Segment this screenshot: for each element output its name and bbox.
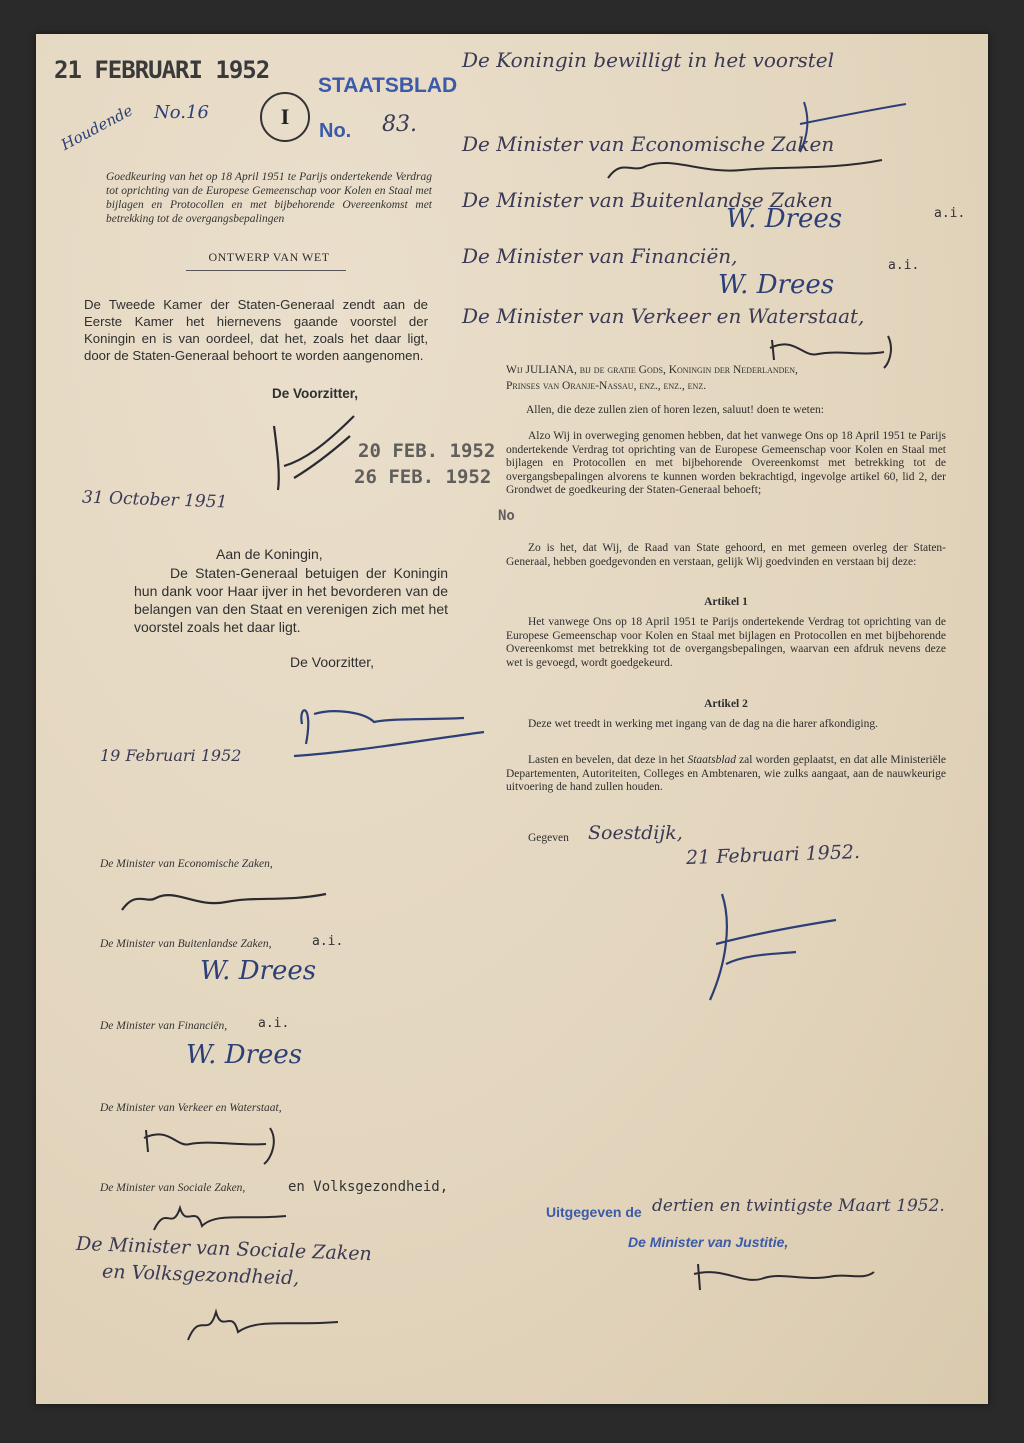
artikel-2-heading: Artikel 2	[704, 698, 748, 710]
ai-buitenlandse-zaken: a.i.	[312, 934, 344, 949]
signature-sociale-zaken-2	[178, 1300, 348, 1350]
lasten-part-1: Lasten en bevelen, dat deze in het	[528, 754, 688, 766]
circle-stamp: I	[260, 92, 310, 142]
voorzitter-signature-1	[254, 406, 364, 496]
minister-sociale-zaken: De Minister van Sociale Zaken,	[100, 1182, 246, 1194]
signature-buitenlandse-top: W. Drees	[726, 204, 843, 234]
date-february: 19 Februari 1952	[100, 746, 242, 765]
lasten-text	[506, 754, 946, 795]
allen-text: Allen, die deze zullen zien of horen lezen, saluut! doen te weten:	[526, 404, 824, 416]
no-stamp: No.	[319, 120, 352, 142]
date-october: 31 October 1951	[81, 487, 228, 513]
ai-buitenlandse-top: a.i.	[934, 206, 966, 221]
document-sheet	[36, 34, 988, 1404]
given-place: Soestdijk,	[588, 822, 683, 844]
uitgegeven-stamp: Uitgegeven de	[546, 1204, 642, 1220]
lasten-staatsblad: Staatsblad	[687, 754, 737, 766]
wij-juliana-line-2: Prinses van Oranje-Nassau, enz., enz., enz.	[506, 380, 707, 392]
minister-buitenlandse-zaken: De Minister van Buitenlandse Zaken,	[100, 938, 272, 950]
signature-juliana	[686, 884, 886, 1014]
published-date: dertien en twintigste Maart 1952.	[652, 1196, 945, 1216]
handwritten-buitenlandse-zaken: De Minister van Buitenlandse Zaken	[462, 188, 833, 212]
staatsblad-number: 83.	[382, 112, 417, 137]
given-date: 21 Februari 1952.	[685, 840, 861, 870]
voorzitter-label-2: De Voorzitter,	[290, 654, 375, 670]
handwritten-economische-zaken: De Minister van Economische Zaken	[462, 132, 835, 156]
voorzitter-label-1: De Voorzitter,	[272, 386, 359, 401]
side-note: Houdende	[58, 101, 136, 154]
ontwerp-heading: ONTWERP VAN WET	[208, 250, 330, 264]
received-stamp-no: No	[498, 508, 515, 524]
minister-economische-zaken: De Minister van Economische Zaken,	[100, 858, 273, 870]
aan-koningin: Aan de Koningin,	[216, 546, 323, 562]
received-stamp-1: 20 FEB. 1952	[358, 440, 496, 462]
staatsblad-stamp: STAATSBLAD	[318, 74, 458, 97]
handwritten-koningin-bewilligt: De Koningin bewilligt in het voorstel	[462, 48, 835, 72]
handwritten-volksgezondheid: en Volksgezondheid,	[101, 1260, 300, 1290]
signature-buitenlandse-zaken: W. Drees	[200, 956, 317, 986]
artikel-2-text: Deze wet treedt in werking met ingang van de dag na die harer afkondiging.	[528, 718, 878, 730]
ai-financien-top: a.i.	[888, 258, 920, 273]
staten-generaal-text: De Staten-Generaal betuigen der Koningin hun dank voor Haar ijver in het bevorderen van de belangen van den Staat en verenigen zich met het voorstel zoals het daar ligt.	[134, 565, 448, 635]
signature-verkeer-waterstaat	[140, 1118, 290, 1168]
voorzitter-signature-2	[284, 694, 494, 764]
handwritten-verkeer-waterstaat: De Minister van Verkeer en Waterstaat,	[462, 304, 865, 328]
signature-financien: W. Drees	[186, 1040, 303, 1070]
alzo-text: Alzo Wij in overweging genomen hebben, dat het vanwege Ons op 18 April 1951 te Parijs ondertekende Verdrag tot oprichting van de Europese Gemeenschap voor Kolen en Staal met bijlagen en Protocollen en met bijbehorende Overeenkomst met betrekking tot de overgangsbepalingen alvorens te kunnen worden bekrachtigd, ingevolge artikel 60, lid 2, der Grondwet de goedkeuring der Staten-Generaal behoeft;	[506, 430, 946, 497]
wij-juliana-line-1: Wij JULIANA, bij de gratie Gods, Koningin der Nederlanden,	[506, 364, 798, 376]
date-stamp: 21 FEBRUARI 1952	[54, 56, 270, 84]
heading-rule	[186, 270, 346, 271]
received-stamp-2: 26 FEB. 1952	[354, 466, 492, 488]
gegeven-label: Gegeven	[528, 832, 569, 844]
minister-verkeer-waterstaat: De Minister van Verkeer en Waterstaat,	[100, 1102, 282, 1114]
signature-justitie	[684, 1252, 884, 1302]
signature-economische-zaken	[116, 880, 336, 920]
handwritten-financien: De Minister van Financiën,	[462, 244, 738, 268]
handwritten-minister-sociale: De Minister van Sociale Zaken	[75, 1232, 373, 1266]
signature-economische-top	[602, 148, 892, 188]
handwritten-number: No.16	[154, 102, 209, 123]
artikel-1-text: Het vanwege Ons op 18 April 1951 te Parijs ondertekende Verdrag tot oprichting van de Europese Gemeenschap voor Kolen en Staal met bijlagen en Protocollen en met bijbehorende Overeenkomst met betrekking tot de overgangsbepalingen, waarvan een afdruk nevens deze wet is gevoegd, wordt goedgekeurd.	[506, 616, 946, 669]
typed-volksgezondheid: en Volksgezondheid,	[288, 1179, 449, 1195]
minister-justitie-stamp: De Minister van Justitie,	[628, 1234, 789, 1250]
minister-financien: De Minister van Financiën,	[100, 1020, 228, 1032]
signature-sociale-zaken	[146, 1198, 296, 1238]
lasten-part-2: zal worden geplaatst, en dat alle Ministeriële Departementen, Autoriteiten, Colleges en Ambtenaren, wie zulks aangaat, aan de nauwkeurige uitvoering de hand zullen houden.	[506, 754, 946, 794]
artikel-1-heading: Artikel 1	[704, 596, 748, 608]
signature-financien-top: W. Drees	[718, 270, 835, 300]
tweede-kamer-text: De Tweede Kamer der Staten-Generaal zendt aan de Eerste Kamer het hiernevens gaande voorstel der Koningin en is van oordeel, dat het, zoals het daar ligt, door de Staten-Generaal behoort te worden aangenomen.	[84, 297, 428, 363]
zo-is-text: Zo is het, dat Wij, de Raad van State gehoord, en met gemeen overleg der Staten-Generaal, hebben goedgevonden en verstaan, gelijk Wij goedvinden en verstaan bij deze:	[506, 542, 946, 568]
ai-financien: a.i.	[258, 1016, 290, 1031]
law-title: Goedkeuring van het op 18 April 1951 te Parijs ondertekende Verdrag tot oprichting van de Europese Gemeenschap voor Kolen en Staal met bijlagen en Protocollen en met bijbehorende Overeenkomst met betrekking tot de overgangsbepalingen	[106, 171, 432, 225]
